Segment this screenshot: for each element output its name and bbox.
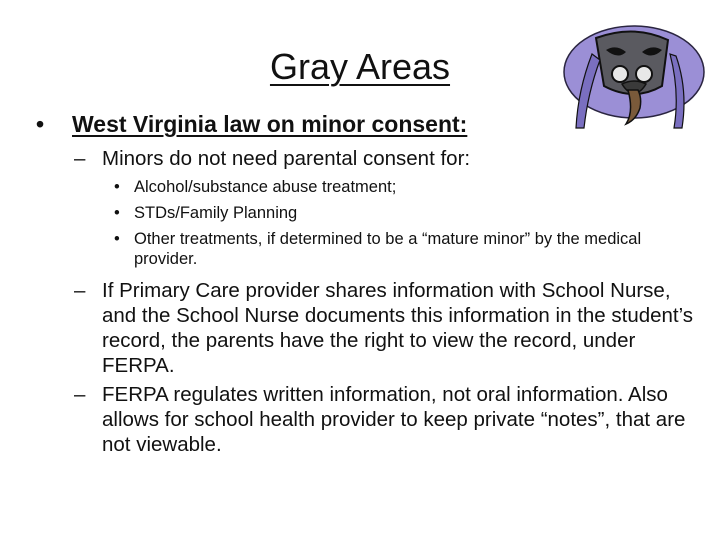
list-item	[114, 177, 674, 197]
sub-bullet-item	[74, 278, 694, 378]
sub-bullet-item	[74, 382, 694, 457]
list-item	[114, 229, 674, 269]
bullet-marker: •	[114, 178, 120, 196]
bullet-marker: •	[114, 204, 120, 222]
bullet-marker: •	[36, 111, 45, 137]
list-item	[114, 203, 674, 223]
sub-bullet-text: Minors do not need parental consent for:	[102, 147, 471, 170]
list-item-text: Other treatments, if determined to be a “mature minor” by the medical provider.	[134, 230, 642, 268]
dash-marker: –	[74, 383, 86, 406]
heading-text: West Virginia law on minor consent:	[72, 111, 468, 137]
sub-bullet-text: FERPA regulates written information, not oral information. Also allows for school health provider to keep private “notes”, that are not viewable.	[102, 383, 686, 456]
list-item-text: Alcohol/substance abuse treatment;	[134, 178, 397, 196]
dash-marker: –	[74, 147, 86, 170]
sub-bullet-item	[74, 146, 574, 171]
mask-icon	[556, 20, 712, 135]
list-item-text: STDs/Family Planning	[134, 204, 298, 222]
sub-bullet-text: If Primary Care provider shares information with School Nurse, and the School Nurse documents this information in the student’s record, the parents have the right to view the record, under FERPA.	[102, 279, 694, 377]
bullet-marker: •	[114, 230, 120, 248]
dash-marker: –	[74, 279, 86, 302]
slide-title: Gray Areas	[269, 46, 451, 87]
